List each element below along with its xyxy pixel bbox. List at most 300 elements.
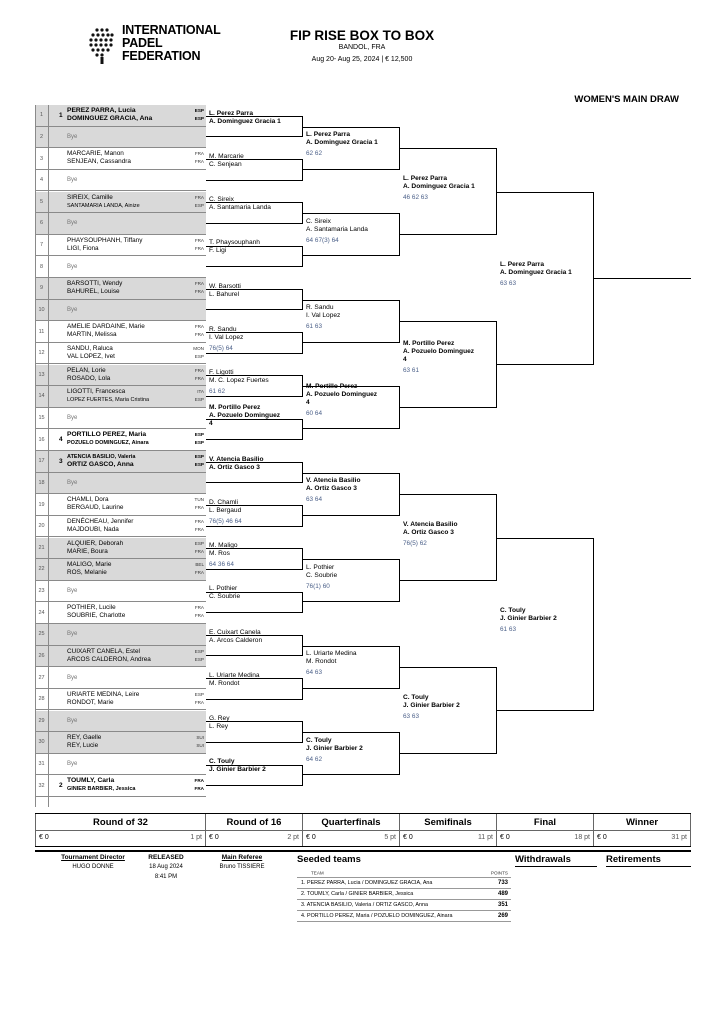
slot-number: 19	[38, 501, 45, 508]
round-separator	[303, 830, 399, 831]
retirements-underline	[606, 866, 691, 867]
slot-number: 10	[38, 306, 45, 313]
bye-label: Bye	[67, 588, 78, 595]
points-header: POINTS	[490, 870, 508, 876]
winner-name: A. Ortiz Gasco 3	[209, 463, 260, 471]
winner-name: J. Ginier Barbier 2	[403, 701, 460, 709]
winner-name: A. Arcos Calderon	[209, 636, 263, 644]
slot-number: 32	[38, 782, 45, 789]
player-name: URIARTE MEDINA, Leire	[67, 690, 140, 698]
seeded-row	[297, 900, 511, 911]
winner-name: D. Chamli	[209, 498, 238, 506]
player-name: POTHIER, Lucile	[67, 604, 116, 612]
round-prize: € 0	[306, 834, 316, 841]
country-code: FRA	[194, 570, 204, 576]
slot-number: 9	[39, 285, 44, 292]
country-code: ESP	[194, 454, 204, 459]
country-code: BEL	[195, 562, 204, 568]
round-name: Semifinals	[424, 817, 472, 828]
winner-name: L. Pothier	[306, 563, 335, 571]
round-cell	[497, 814, 594, 846]
slot-number: 7	[39, 242, 44, 249]
winner-name: I. Val Lopez	[209, 333, 244, 341]
bracket-connector	[497, 538, 594, 711]
winner-name: L. Perez Parra	[209, 109, 253, 117]
country-code: FRA	[194, 289, 204, 294]
winner-name: A. Santamaria Landa	[209, 204, 271, 212]
winner-name: A. Ortiz Gasco 3	[306, 485, 357, 493]
seed-number: 2	[59, 782, 63, 790]
country-code: FRA	[194, 505, 204, 511]
slot-number: 4	[39, 177, 44, 184]
draw-slot	[35, 105, 206, 127]
logo-text	[122, 24, 221, 63]
draw-slot	[35, 365, 206, 387]
seeded-points: 351	[497, 902, 508, 908]
round-points: 2 pt	[287, 834, 299, 841]
released-date: 18 Aug 2024	[149, 864, 183, 870]
draw-slot	[35, 429, 206, 451]
player-name: ARCOS CALDERON, Andrea	[67, 655, 151, 663]
winner-name: M. Portillo Perez	[306, 382, 358, 390]
winner-name: C. Senjean	[209, 160, 242, 168]
draw-slot	[35, 235, 206, 257]
draw-title: WOMEN'S MAIN DRAW	[574, 94, 679, 105]
winner-name: A. Pozuelo Dominguez	[209, 412, 281, 420]
bracket-connector	[206, 419, 303, 441]
match-score: 62 62	[306, 150, 322, 158]
winner-name: J. Ginier Barbier 2	[306, 744, 363, 752]
country-code: FRA	[194, 245, 204, 251]
player-name: POZUELO DOMINGUEZ, Ainara	[67, 440, 149, 447]
winner-name: L. Pothier	[209, 585, 238, 593]
draw-slot	[35, 386, 206, 408]
winner-name: C. Touly	[209, 758, 235, 766]
country-code: FRA	[194, 367, 204, 373]
country-code: ESP	[194, 202, 204, 208]
player-name: MALIGO, Marie	[67, 561, 112, 569]
bye-label: Bye	[67, 761, 78, 768]
slot-number: 17	[38, 458, 45, 465]
round-prize: € 0	[209, 834, 219, 841]
player-name: PEREZ PARRA, Lucia	[67, 107, 136, 114]
bracket-connector	[400, 494, 497, 581]
round-prize: € 0	[403, 834, 413, 841]
seeded-team: 2. TOUMLY, Carla / GINIER BARBIER, Jessica	[301, 891, 414, 897]
match-score: 76(1) 60	[306, 582, 330, 590]
draw-number-column-border	[48, 105, 49, 807]
tournament-director-name: HUGO DONNE	[72, 864, 114, 870]
country-code: ESP	[194, 116, 204, 121]
bracket-connector	[497, 192, 594, 365]
slot-number: 11	[38, 328, 45, 335]
country-code: FRA	[194, 281, 204, 286]
slot-number: 2	[39, 133, 44, 140]
winner-name: M. Rondot	[306, 658, 337, 666]
match-score: 64 63	[306, 669, 322, 677]
match-score: 64 67(3) 64	[306, 236, 339, 244]
winner-name: F. Ligi	[209, 247, 227, 255]
country-code: SUI	[196, 735, 204, 741]
round-prize: € 0	[500, 834, 510, 841]
match-score: 60 64	[306, 409, 322, 417]
slot-number: 16	[38, 436, 45, 443]
player-name: MARCARIE, Manon	[67, 150, 124, 158]
round-prize: € 0	[597, 834, 607, 841]
round-name: Quarterfinals	[321, 817, 381, 828]
slot-number: 21	[38, 544, 45, 551]
slot-number: 12	[38, 350, 45, 357]
draw-slot	[35, 559, 206, 581]
player-name: ORTIZ GASCO, Anna	[67, 461, 134, 468]
slot-number: 22	[38, 566, 45, 573]
winner-name: C. Soubrie	[209, 593, 241, 601]
slot-number: 31	[38, 761, 45, 768]
fip-logo	[88, 23, 221, 68]
seed-number: 3	[59, 457, 63, 465]
country-code: ESP	[194, 656, 204, 662]
player-name: DOMINGUEZ GRACIA, Ana	[67, 115, 153, 122]
winner-name: J. Ginier Barbier 2	[500, 615, 557, 622]
player-name: CHAMLI, Dora	[67, 496, 109, 504]
seeded-points: 269	[497, 913, 508, 919]
round-prize: € 0	[39, 834, 49, 841]
round-cell	[400, 814, 497, 846]
match-score: 61 62	[209, 388, 225, 396]
country-code: TUN	[194, 497, 204, 503]
winner-name: V. Atencia Basilio	[306, 477, 361, 485]
winner-name: A. Pozuelo Dominguez	[306, 390, 378, 398]
draw-slot	[35, 732, 206, 754]
seeded-header-row	[297, 869, 511, 878]
slot-number: 3	[39, 155, 44, 162]
winner-name: C. Soubrie	[306, 571, 338, 579]
draw-slot	[35, 516, 206, 538]
country-code: FRA	[194, 613, 204, 619]
player-name: VAL LOPEZ, Ivet	[67, 352, 115, 360]
released-label: RELEASED	[148, 854, 184, 861]
slot-number: 14	[38, 393, 45, 400]
bye-label: Bye	[67, 263, 78, 270]
bye-label: Bye	[67, 133, 78, 140]
slot-number: 1	[39, 112, 44, 119]
draw-slot	[35, 667, 206, 689]
winner-name: A. Dominguez Gracia 1	[306, 139, 378, 147]
team-header: TEAM	[311, 870, 324, 876]
player-name: CUIXART CANELA, Estel	[67, 647, 140, 655]
winner-name: A. Santamaria Landa	[306, 225, 368, 233]
bye-label: Bye	[67, 479, 78, 486]
winner-name: J. Ginier Barbier 2	[209, 766, 266, 774]
bye-label: Bye	[67, 631, 78, 638]
tournament-dates-prize: Aug 20- Aug 25, 2024 | € 12,500	[311, 56, 413, 63]
country-code: ESP	[194, 432, 204, 438]
country-code: FRA	[194, 605, 204, 611]
match-score: 63 64	[306, 496, 322, 504]
player-name: GINIER BARBIER, Jessica	[67, 786, 136, 793]
match-score: 64 62	[306, 755, 322, 763]
seeded-row	[297, 911, 511, 922]
winner-name: R. Sandu	[306, 304, 334, 312]
player-name: ROS, Melanie	[67, 569, 107, 577]
logo-line: PADEL	[122, 36, 163, 50]
slot-number: 23	[38, 588, 45, 595]
winner-name: M. Rondot	[209, 679, 240, 687]
round-separator	[497, 830, 593, 831]
seeded-row	[297, 878, 511, 889]
winner-name: 4	[403, 355, 407, 363]
rounds-bar	[35, 813, 691, 847]
slot-number: 5	[39, 198, 44, 205]
match-score: 76(5) 64	[209, 344, 233, 352]
bye-label: Bye	[67, 177, 78, 184]
player-name: DENÉCHEAU, Jennifer	[67, 517, 134, 525]
winner-name: R. Sandu	[209, 325, 237, 333]
draw-slot	[35, 473, 206, 495]
player-name: SANTAMARIA LANDA, Ainize	[67, 202, 140, 209]
slot-number: 27	[38, 674, 45, 681]
draw-slot	[35, 278, 206, 300]
round-points: 5 pt	[384, 834, 396, 841]
winner-name: A. Dominguez Gracia 1	[403, 182, 475, 190]
winner-name: M. Portillo Perez	[209, 404, 261, 412]
winner-name: I. Val Lopez	[306, 312, 341, 320]
main-referee-label: Main Referee	[221, 854, 263, 861]
withdrawals-title: Withdrawals	[515, 854, 571, 865]
country-code: ESP	[194, 440, 204, 446]
country-code: MON	[193, 345, 204, 351]
country-code: FRA	[194, 518, 204, 524]
round-separator	[206, 830, 302, 831]
retirements-title: Retirements	[606, 854, 661, 865]
winner-name: G. Rey	[209, 715, 230, 723]
player-name: ALQUIER, Deborah	[67, 539, 124, 547]
slot-number: 28	[38, 696, 45, 703]
slot-number: 26	[38, 652, 45, 659]
player-name: TOUMLY, Carla	[67, 777, 115, 785]
draw-slot	[35, 624, 206, 646]
winner-name: V. Atencia Basilio	[403, 520, 458, 528]
country-code: ESP	[194, 648, 204, 654]
winner-name: W. Barsotti	[209, 282, 241, 290]
draw-slot	[35, 775, 206, 797]
round-cell	[303, 814, 400, 846]
player-name: RONDOT, Marie	[67, 698, 114, 706]
country-code: FRA	[194, 548, 204, 554]
match-score: 63 63	[500, 280, 516, 287]
winner-name: M. Maligo	[209, 542, 238, 550]
slot-number: 13	[38, 371, 45, 378]
player-name: LOPEZ FUERTES, Maria Cristina	[67, 397, 150, 404]
country-code: FRA	[194, 526, 204, 532]
match-score: 46 62 63	[403, 193, 428, 201]
slot-number: 29	[38, 717, 45, 724]
player-name: BAHUREL, Louise	[67, 288, 120, 295]
player-name: ROSADO, Lola	[67, 374, 111, 382]
draw-left-border	[35, 105, 36, 807]
round-cell	[594, 814, 691, 846]
draw-slot	[35, 170, 206, 192]
winner-name: T. Phaysouphanh	[209, 239, 260, 247]
winner-name: C. Touly	[500, 607, 526, 614]
seeded-team: 1. PEREZ PARRA, Lucia / DOMINGUEZ GRACIA, Ana	[301, 880, 433, 886]
player-name: MARTIN, Melissa	[67, 331, 117, 339]
seeded-points: 733	[497, 880, 508, 886]
player-name: REY, Gaelle	[67, 734, 102, 742]
bracket-connector	[400, 148, 497, 235]
draw-slot	[35, 602, 206, 624]
draw-slot	[35, 300, 206, 322]
round-separator	[594, 830, 690, 831]
draw-slot	[35, 148, 206, 170]
winner-name: A. Dominguez Gracia 1	[209, 117, 281, 125]
final-connector	[594, 278, 691, 279]
winner-name: L. Bahurel	[209, 290, 240, 298]
country-code: ESP	[194, 397, 204, 403]
winner-name: 4	[209, 420, 213, 428]
draw-slot	[35, 321, 206, 343]
match-score: 76(5) 62	[403, 539, 427, 547]
winner-name: A. Pozuelo Dominguez	[403, 347, 475, 355]
slot-number: 8	[39, 263, 44, 270]
round-name: Winner	[625, 817, 659, 828]
winner-name: C. Touly	[306, 736, 332, 744]
bye-label: Bye	[67, 306, 78, 313]
player-name: ATENCIA BASILIO, Valeria	[67, 454, 136, 460]
player-name: LIGI, Fiona	[67, 244, 99, 252]
winner-name: C. Sireix	[209, 196, 234, 204]
match-score: 76(5) 46 64	[209, 517, 242, 525]
winner-name: M. Ros	[209, 550, 230, 558]
bye-label: Bye	[67, 674, 78, 681]
slot-number: 25	[38, 631, 45, 638]
winner-name: C. Touly	[403, 693, 429, 701]
winner-name: A. Ortiz Gasco 3	[403, 528, 454, 536]
round-points: 11 pt	[477, 834, 493, 841]
country-code: ESP	[194, 353, 204, 359]
winner-name: F. Ligotti	[209, 369, 234, 377]
draw-slot	[35, 754, 206, 776]
winner-name: M. Marcarie	[209, 152, 244, 160]
match-score: 63 61	[403, 366, 419, 374]
slot-number: 18	[38, 479, 45, 486]
draw-slot	[35, 408, 206, 430]
player-name: MAJDOUBI, Nada	[67, 525, 119, 533]
player-name: BARSOTTI, Wendy	[67, 280, 123, 287]
draw-slot	[35, 581, 206, 603]
winner-name: L. Uriarte Medina	[306, 650, 357, 658]
winner-name: L. Uriarte Medina	[209, 671, 260, 679]
tournament-location: BANDOL, FRA	[338, 44, 386, 51]
player-name: REY, Lucie	[67, 742, 99, 750]
round-points: 31 pt	[671, 834, 687, 841]
winner-name: A. Dominguez Gracia 1	[500, 269, 572, 276]
round-cell	[206, 814, 303, 846]
slot-number: 24	[38, 609, 45, 616]
draw-slot	[35, 213, 206, 235]
winner-name: L. Rey	[209, 723, 229, 731]
tournament-title: FIP RISE BOX TO BOX	[289, 28, 435, 43]
country-code: SUI	[196, 743, 204, 749]
winner-name: L. Perez Parra	[500, 261, 544, 268]
winner-name: L. Perez Parra	[403, 174, 447, 182]
country-code: ESP	[194, 691, 204, 697]
round-separator	[400, 830, 496, 831]
match-score: 61 63	[500, 626, 516, 633]
round-name: Final	[533, 817, 557, 828]
seeded-row	[297, 889, 511, 900]
bracket-connector	[400, 667, 497, 754]
draw-slot	[35, 646, 206, 668]
player-name: SIREIX, Camille	[67, 193, 113, 201]
player-name: AMELIE DARDAINE, Marie	[67, 323, 145, 331]
player-name: PHAYSOUPHANH, Tiffany	[67, 236, 143, 244]
round-cell	[35, 814, 206, 846]
seeded-teams-table	[297, 869, 511, 922]
match-score: 63 63	[403, 712, 419, 720]
seeded-teams-title: Seeded teams	[297, 854, 361, 865]
country-code: FRA	[194, 159, 204, 165]
slot-number: 30	[38, 739, 45, 746]
draw-slot	[35, 256, 206, 278]
tournament-director-label: Tournament Director	[61, 854, 125, 861]
winner-name: L. Bergaud	[209, 506, 242, 514]
winner-name: E. Cuixart Canela	[209, 628, 261, 636]
draw-slot	[35, 689, 206, 711]
player-name: MARIE, Boura	[67, 547, 108, 555]
country-code: FRA	[194, 324, 204, 330]
main-referee-name: Bruno TISSIERE	[219, 864, 265, 870]
draw-slot	[35, 538, 206, 560]
seeded-points: 489	[497, 891, 508, 897]
country-code: FRA	[194, 332, 204, 338]
seed-number: 1	[59, 111, 63, 119]
country-code: ESP	[194, 540, 204, 546]
bye-label: Bye	[67, 717, 78, 724]
released-time: 8:41 PM	[154, 874, 178, 880]
player-name: SENJEAN, Cassandra	[67, 158, 131, 166]
bye-label: Bye	[67, 415, 78, 422]
draw-slot	[35, 192, 206, 214]
slot-number: 6	[39, 220, 44, 227]
round-name: Round of 16	[226, 817, 282, 828]
bracket-connector	[400, 321, 497, 408]
round-name: Round of 32	[93, 817, 148, 828]
player-name: BERGAUD, Laurine	[67, 504, 124, 512]
match-score: 64 36 64	[209, 561, 234, 569]
round-points: 18 pt	[574, 834, 590, 841]
player-name: PORTILLO PEREZ, Maria	[67, 431, 147, 439]
slot-number: 15	[38, 415, 45, 422]
draw-slot	[35, 343, 206, 365]
winner-name: L. Perez Parra	[306, 131, 350, 139]
winner-name: C. Sireix	[306, 217, 331, 225]
country-code: FRA	[194, 237, 204, 243]
winner-name: V. Atencia Basilio	[209, 455, 264, 463]
seeded-team: 3. ATENCIA BASILIO, Valeria / ORTIZ GASCO, Anna	[301, 902, 429, 908]
country-code: FRA	[194, 778, 204, 784]
fip-logo-icon	[88, 26, 116, 64]
slot-number: 20	[38, 523, 45, 530]
draw-slot	[35, 494, 206, 516]
seed-number: 4	[59, 436, 63, 444]
round-points: 1 pt	[190, 834, 202, 841]
winner-name: M. Portillo Perez	[403, 339, 455, 347]
country-code: FRA	[194, 194, 204, 200]
withdrawals-underline	[515, 866, 597, 867]
seeded-team: 4. PORTILLO PEREZ, Maria / POZUELO DOMINGUEZ, Ainara	[301, 913, 453, 919]
draw-slot	[35, 711, 206, 733]
